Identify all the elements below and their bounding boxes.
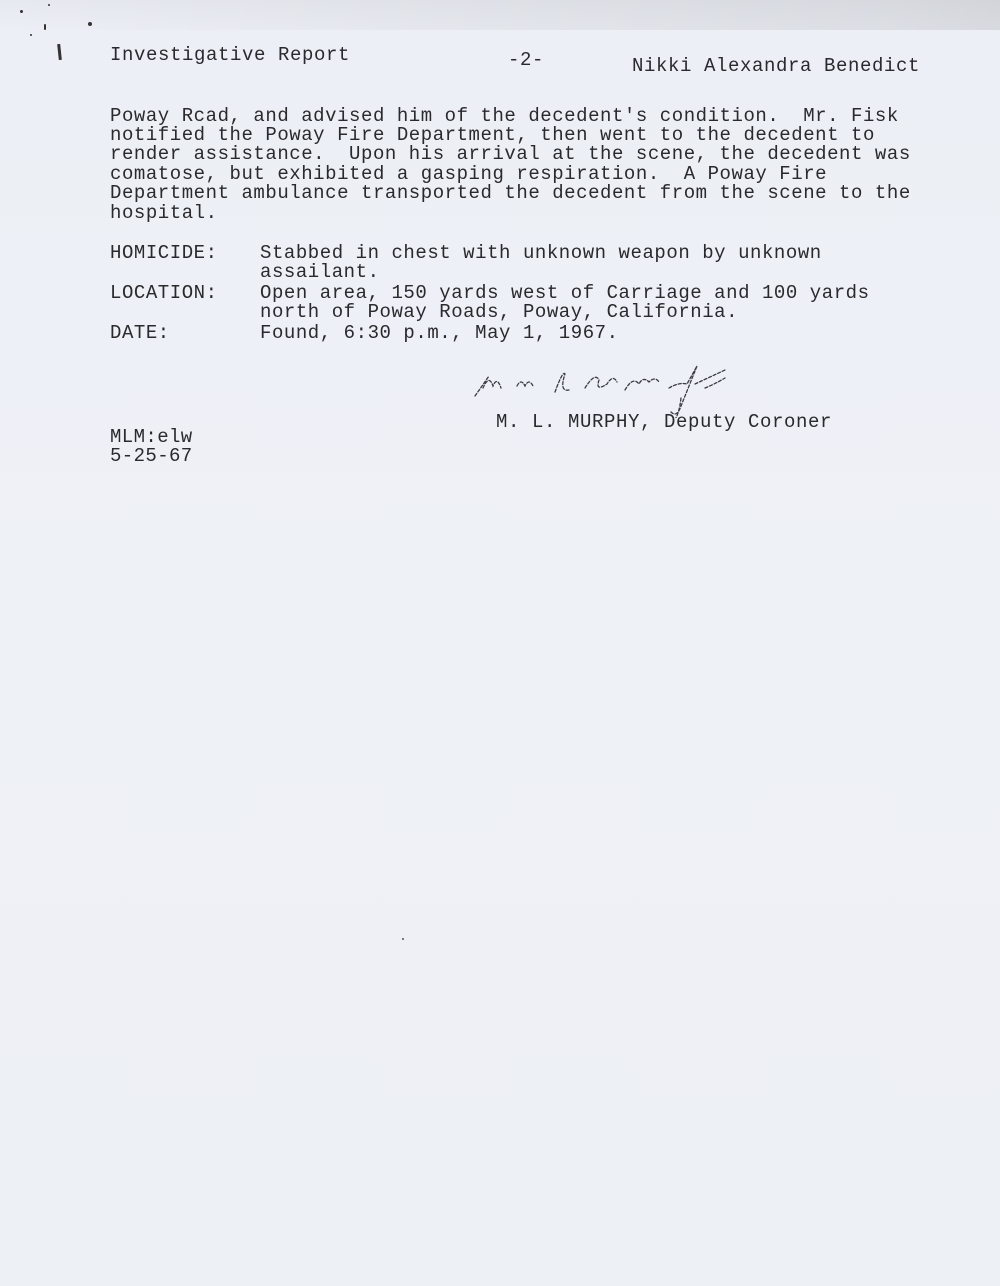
paragraph-line: render assistance. Upon his arrival at the scene, the decedent was: [110, 143, 911, 165]
fact-location: [110, 284, 950, 322]
fact-value: north of Poway Roads, Poway, California.: [260, 301, 739, 323]
paragraph-line: Poway Rcad, and advised him of the decedent's condition. Mr. Fisk: [110, 105, 899, 127]
fact-homicide: [110, 244, 950, 282]
fact-label: DATE:: [110, 322, 170, 344]
fact-value: Found, 6:30 p.m., May 1, 1967.: [260, 322, 619, 344]
handwritten-signature: [455, 358, 775, 418]
page-number: -2-: [508, 49, 545, 71]
margin-mark: [57, 44, 62, 60]
report-date: 5-25-67: [110, 445, 193, 467]
fact-value: Open area, 150 yards west of Carriage and 100 yards: [260, 282, 870, 304]
paragraph-line: comatose, but exhibited a gasping respiration. A Poway Fire: [110, 162, 828, 185]
paragraph-line: hospital.: [110, 201, 218, 224]
scan-shadow: [0, 0, 1000, 30]
paragraph-line: notified the Poway Fire Department, then went to the decedent to: [110, 123, 875, 146]
fact-label: LOCATION:: [110, 282, 218, 304]
report-title: Investigative Report: [110, 44, 351, 66]
fact-value: assailant.: [260, 261, 380, 283]
decedent-name: Nikki Alexandra Benedict: [632, 55, 921, 77]
fact-label: HOMICIDE:: [110, 242, 218, 264]
report-paragraph: [110, 105, 950, 224]
typist-initials: MLM:elw: [110, 426, 193, 448]
fact-date: [110, 324, 950, 343]
reference-block: [110, 428, 193, 466]
signer-name: M. L. MURPHY, Deputy Coroner: [496, 411, 833, 433]
fact-value: Stabbed in chest with unknown weapon by unknown: [260, 242, 822, 264]
paragraph-line: Department ambulance transported the decedent from the scene to the: [110, 182, 911, 204]
scan-dot: [402, 938, 404, 940]
page-header: [110, 44, 930, 77]
case-facts: [110, 244, 950, 343]
